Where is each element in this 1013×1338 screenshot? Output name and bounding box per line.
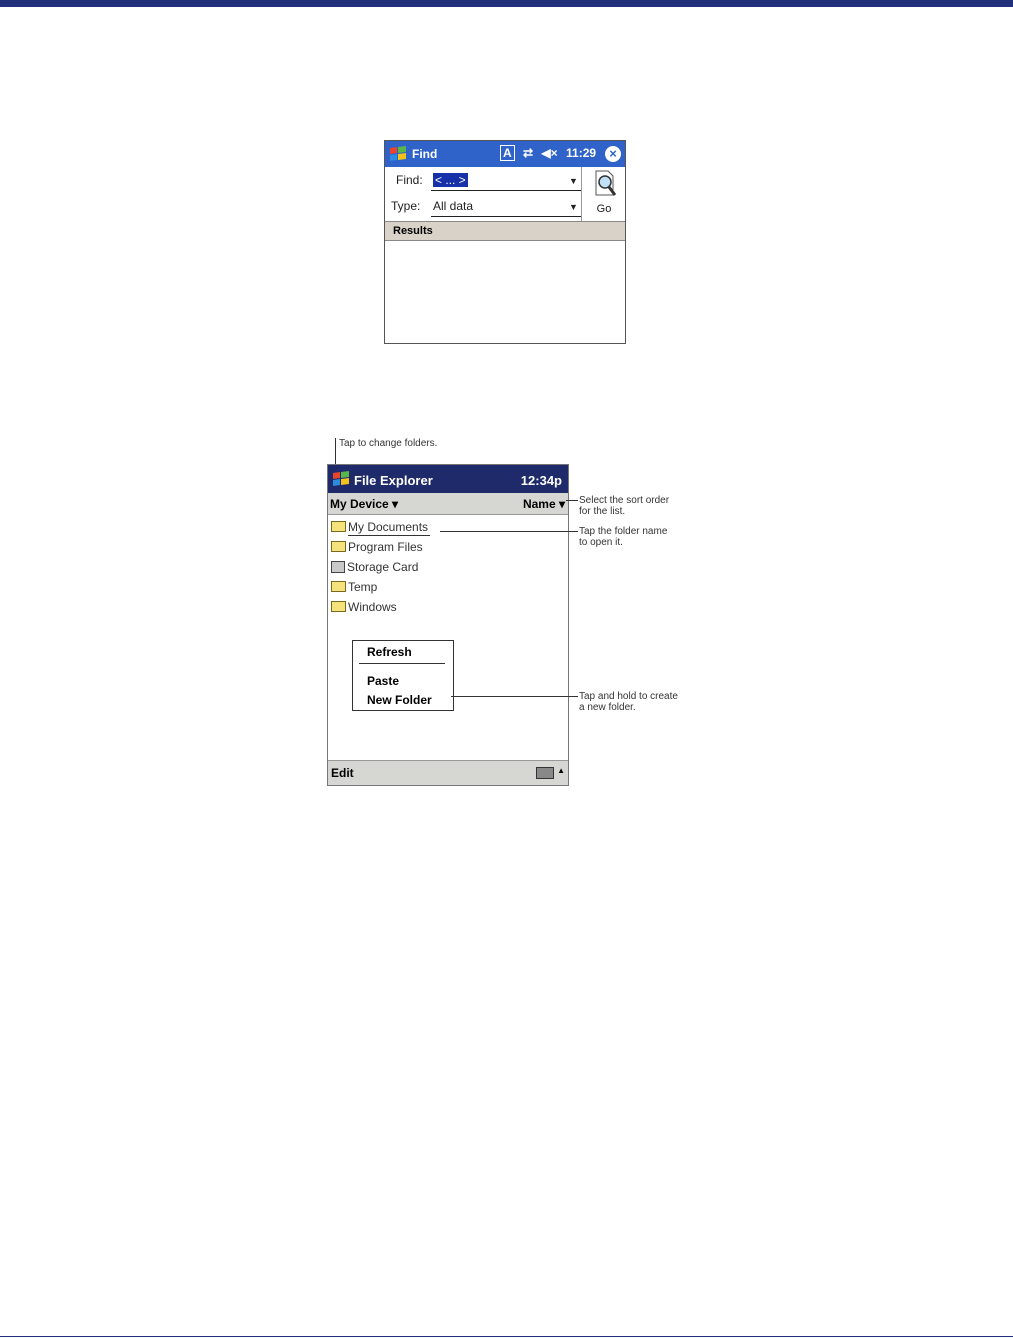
folder-icon bbox=[331, 581, 346, 592]
results-list[interactable] bbox=[385, 241, 625, 343]
volume-muted-icon[interactable]: ◀× bbox=[541, 146, 558, 160]
edit-menu[interactable]: Edit bbox=[331, 766, 354, 780]
go-divider bbox=[581, 167, 582, 221]
item-label: Windows bbox=[348, 600, 397, 614]
context-menu bbox=[352, 640, 454, 711]
list-item[interactable] bbox=[331, 560, 418, 578]
callout-sort-order-2: for the list. bbox=[579, 506, 626, 517]
callout-line-new-folder bbox=[451, 696, 578, 697]
type-dropdown-arrow[interactable]: ▼ bbox=[569, 202, 578, 212]
input-panel-arrow-icon[interactable]: ▲ bbox=[557, 766, 565, 775]
item-label: My Documents bbox=[348, 520, 429, 534]
go-button[interactable] bbox=[585, 169, 623, 219]
callout-sort-order-1: Select the sort order bbox=[579, 495, 670, 506]
find-title-bar bbox=[385, 141, 625, 167]
find-input[interactable]: < ... > bbox=[435, 173, 466, 187]
type-select-underline bbox=[431, 216, 581, 217]
find-dropdown-arrow[interactable]: ▼ bbox=[569, 176, 578, 186]
page-footer-rule bbox=[0, 1336, 1013, 1337]
find-title: Find bbox=[412, 147, 438, 161]
item-label: Storage Card bbox=[347, 560, 419, 574]
type-select[interactable]: All data bbox=[433, 199, 474, 213]
folder-icon bbox=[331, 541, 346, 552]
file-explorer-window bbox=[327, 464, 569, 786]
windows-start-icon[interactable] bbox=[388, 145, 408, 163]
find-dialog bbox=[384, 140, 626, 344]
input-mode-icon[interactable]: A bbox=[500, 145, 515, 161]
keyboard-icon[interactable] bbox=[536, 767, 554, 779]
results-label: Results bbox=[393, 225, 433, 237]
go-label: Go bbox=[596, 203, 612, 215]
storage-card-icon bbox=[331, 561, 345, 573]
menu-item-refresh[interactable]: Refresh bbox=[367, 645, 412, 659]
folder-icon bbox=[331, 521, 346, 532]
callout-new-folder-1: Tap and hold to create bbox=[579, 691, 678, 702]
list-item[interactable] bbox=[331, 520, 428, 538]
item-label: Temp bbox=[348, 580, 378, 594]
callout-line-sort bbox=[566, 500, 578, 501]
callout-open-folder-2: to open it. bbox=[579, 537, 623, 548]
callout-change-folders: Tap to change folders. bbox=[339, 438, 438, 449]
sort-order-dropdown[interactable]: Name ▾ bbox=[522, 497, 565, 511]
list-item[interactable] bbox=[331, 540, 423, 558]
explorer-toolbar bbox=[328, 493, 568, 515]
item-label: Program Files bbox=[348, 540, 423, 554]
sync-icon[interactable]: ⇄ bbox=[523, 146, 534, 160]
type-label: Type: bbox=[391, 199, 421, 213]
callout-open-folder-1: Tap the folder name bbox=[579, 526, 668, 537]
windows-start-icon[interactable] bbox=[331, 470, 351, 488]
status-icons bbox=[500, 146, 601, 160]
folder-icon bbox=[331, 601, 346, 612]
find-magnifier-icon bbox=[593, 169, 617, 199]
list-item[interactable] bbox=[331, 580, 377, 598]
callout-line-open-folder bbox=[440, 531, 578, 532]
clock[interactable]: 12:34p bbox=[520, 473, 562, 488]
menu-item-paste[interactable]: Paste bbox=[367, 674, 400, 688]
explorer-title: File Explorer bbox=[354, 473, 433, 488]
close-icon[interactable]: × bbox=[605, 146, 621, 162]
explorer-command-bar bbox=[328, 760, 568, 785]
list-item[interactable] bbox=[331, 600, 397, 618]
find-label: Find: bbox=[396, 173, 423, 187]
find-input-underline bbox=[431, 190, 581, 191]
page-header-rule bbox=[0, 0, 1013, 7]
selection-underline bbox=[348, 535, 430, 536]
menu-separator bbox=[359, 663, 445, 664]
clock[interactable]: 11:29 bbox=[566, 146, 597, 160]
results-header bbox=[385, 221, 625, 241]
explorer-title-bar bbox=[328, 465, 568, 493]
folder-location-dropdown[interactable]: My Device ▾ bbox=[330, 497, 399, 511]
menu-item-new-folder[interactable]: New Folder bbox=[367, 693, 432, 707]
callout-new-folder-2: a new folder. bbox=[579, 702, 636, 713]
